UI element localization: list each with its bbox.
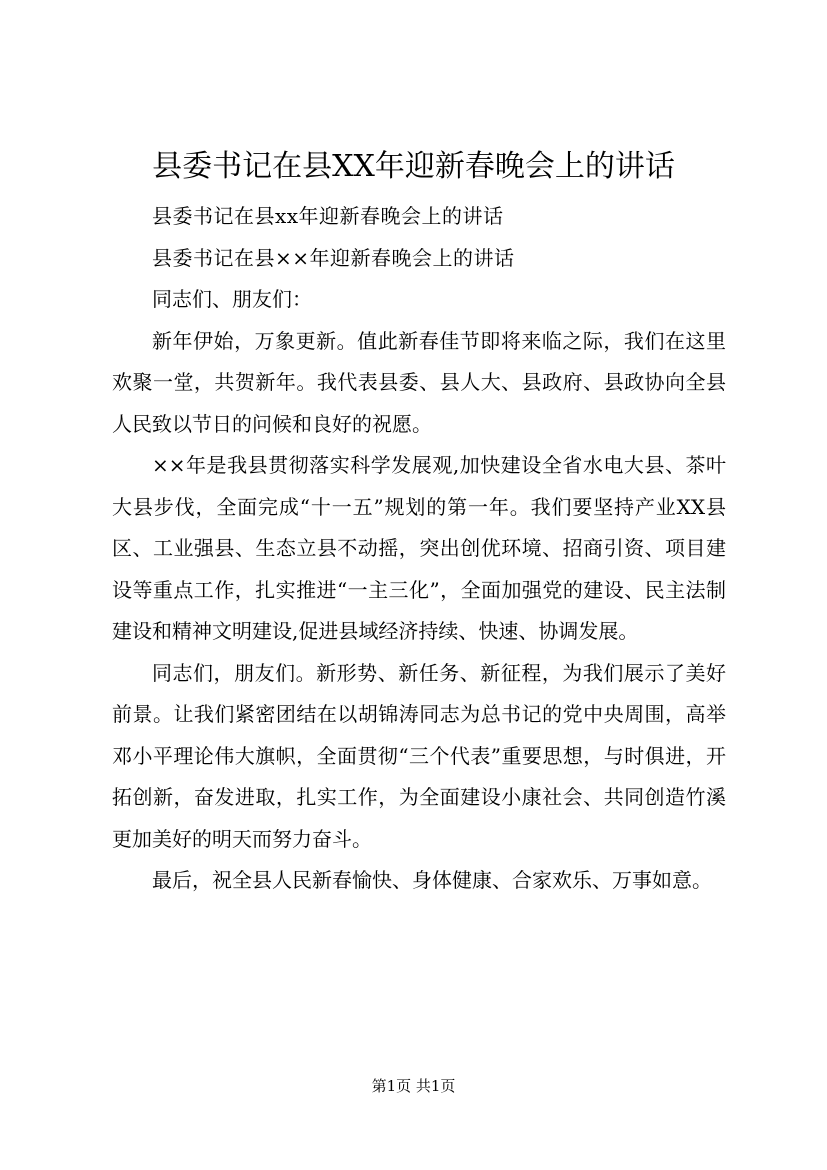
paragraph-call-to-action: 同志们，朋友们。新形势、新任务、新征程，为我们展示了美好前景。让我们紧密团结在以胡锦涛同志为总书记的党中央周围，高举邓小平理论伟大旗帜，全面贯彻“三个代表”重要思想，与时俱进，开拓创新，奋发进取，扎实工作，为全面建设小康社会、共同创造竹溪更加美好的明天而努力奋斗。: [112, 660, 726, 851]
page-footer: 第1页 共1页: [371, 1077, 456, 1095]
paragraph-closing: 最后，祝全县人民新春愉快、身体健康、合家欢乐、万事如意。: [152, 868, 712, 892]
paragraph-development: ××年是我县贯彻落实科学发展观,加快建设全省水电大县、茶叶大县步伐，全面完成“十一五”规划的第一年。我们要坚持产业XX县区、工业强县、生态立县不动摇，突出创优环境、招商引资、项目建设等重点工作，扎实推进“一主三化”，全面加强党的建设、民主法制建设和精神文明建设,促进县域经济持续、快速、协调发展。: [112, 453, 726, 643]
document-title: 县委书记在县XX年迎新春晚会上的讲话: [152, 149, 675, 184]
paragraph-subtitle-1: 县委书记在县xx年迎新春晚会上的讲话: [152, 204, 504, 228]
paragraph-salutation: 同志们、朋友们：: [152, 287, 312, 311]
paragraph-greeting: 新年伊始，万象更新。值此新春佳节即将来临之际，我们在这里欢聚一堂，共贺新年。我代表县委、县人大、县政府、县政协向全县人民致以节日的问候和良好的祝愿。: [112, 328, 726, 436]
document-body: [112, 196, 726, 902]
paragraph-subtitle-2: 县委书记在县××年迎新春晚会上的讲话: [152, 245, 515, 270]
